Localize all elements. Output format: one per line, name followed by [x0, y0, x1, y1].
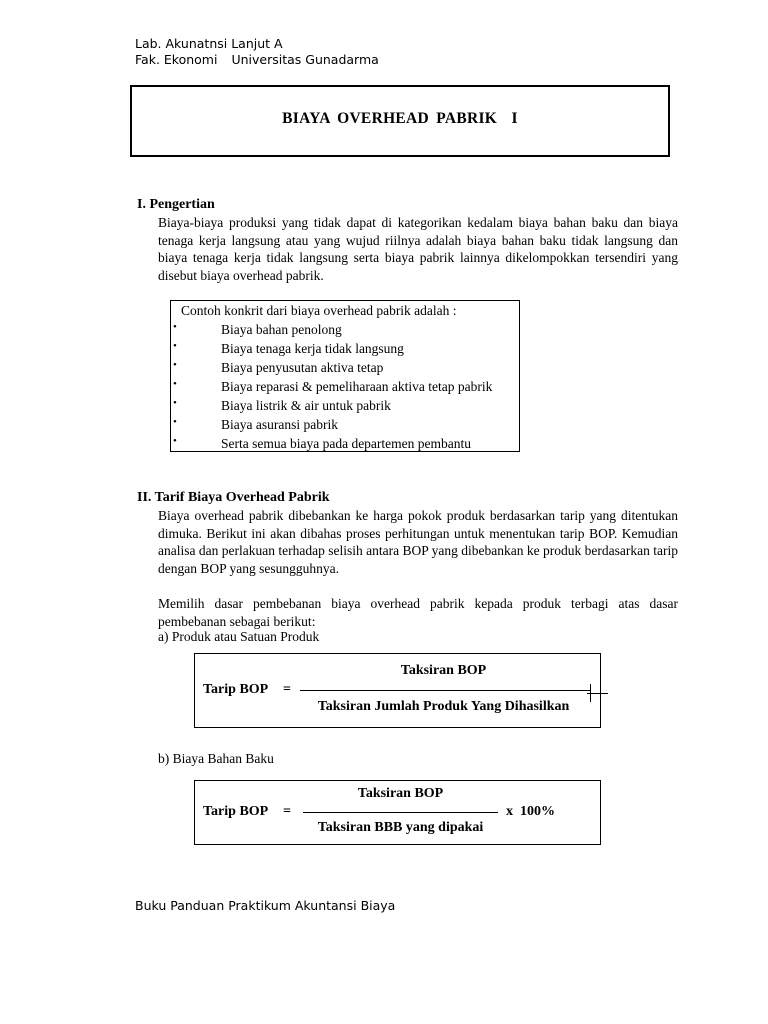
examples-intro: Contoh konkrit dari biaya overhead pabrik adalah :: [181, 303, 457, 318]
bullet-icon: •: [173, 321, 177, 333]
bullet-icon: •: [173, 416, 177, 428]
examples-list-item-label: Biaya reparasi & pemeliharaan aktiva tetap pabrik: [221, 379, 493, 394]
formula-b-box: [194, 780, 601, 845]
formula-b-multiplier: x 100%: [506, 804, 555, 819]
section2-paragraph1: Biaya overhead pabrik dibebankan ke harga pokok produk berdasarkan tarip yang ditentukan dimuka. Berikut ini akan dibahas proses perhitungan untuk menentukan tarip BOP. Kemudian analisa dan perlakuan terhadap selisih antara BOP yang dibebankan ke produk berdasarkan tarip dengan BOP yang sesungguhnya.: [158, 508, 678, 576]
section2-paragraph2: Memilih dasar pembebanan biaya overhead pabrik kepada produk terbagi atas dasar pembebanan sebagai berikut:: [158, 596, 678, 629]
formula-a-fraction-bar: [300, 690, 590, 691]
bullet-icon: •: [173, 397, 177, 409]
examples-list-item-label: Serta semua biaya pada departemen pembantu: [221, 436, 472, 451]
section1-paragraph: Biaya-biaya produksi yang tidak dapat di kategorikan kedalam biaya bahan baku dan biaya tenaga kerja langsung atau yang wujud riilnya adalah biaya bahan baku tidak langsung dan biaya tenaga kerja tidak langsung serta biaya pabrik lainnya dikelompokkan tersendiri yang disebut biaya overhead pabrik.: [158, 215, 678, 283]
bullet-icon: •: [173, 435, 177, 447]
formula-b-denominator: Taksiran BBB yang dipakai: [317, 820, 484, 835]
examples-list-item-label: Biaya asuransi pabrik: [221, 417, 338, 432]
formula-a-denominator: Taksiran Jumlah Produk Yang Dihasilkan: [317, 699, 570, 714]
formula-a-numerator: Taksiran BOP: [400, 663, 487, 678]
section1-paragraph-block: [158, 214, 678, 284]
title-box: [130, 85, 670, 157]
section2-paragraph1-block: [158, 507, 678, 577]
bullet-icon: •: [173, 378, 177, 390]
formula-a-lhs: Tarip BOP: [203, 682, 269, 697]
header-university-name: Universitas Gunadarma: [231, 52, 379, 67]
item-b-label: b) Biaya Bahan Baku: [158, 751, 274, 766]
header-faculty-name: Fak. Ekonomi: [135, 52, 218, 67]
examples-list-item-label: Biaya bahan penolong: [221, 322, 342, 337]
item-a-label: a) Produk atau Satuan Produk: [158, 629, 320, 644]
section2-paragraph2-block: [158, 595, 678, 630]
examples-list-item-label: Biaya penyusutan aktiva tetap: [221, 360, 384, 375]
examples-box: [170, 300, 520, 452]
formula-a-box: [194, 653, 601, 728]
section1-heading: I. Pengertian: [137, 197, 215, 212]
bullet-icon: •: [173, 340, 177, 352]
page-title: BIAYA OVERHEAD PABRIK I: [282, 110, 518, 127]
bullet-icon: •: [173, 359, 177, 371]
formula-b-numerator: Taksiran BOP: [357, 786, 444, 801]
examples-list-item-label: Biaya tenaga kerja tidak langsung: [221, 341, 404, 356]
section2-heading: II. Tarif Biaya Overhead Pabrik: [137, 490, 330, 505]
formula-a-bar-tick: [590, 684, 591, 702]
formula-a-equals: =: [283, 682, 291, 697]
formula-b-lhs: Tarip BOP: [203, 804, 269, 819]
formula-b-fraction-bar: [303, 812, 498, 813]
header-lab-name: Lab. Akunatnsi Lanjut A: [135, 36, 283, 51]
header-faculty: [135, 52, 379, 67]
formula-b-equals: =: [283, 804, 291, 819]
examples-list-item-label: Biaya listrik & air untuk pabrik: [221, 398, 391, 413]
footer-text: Buku Panduan Praktikum Akuntansi Biaya: [135, 898, 396, 913]
